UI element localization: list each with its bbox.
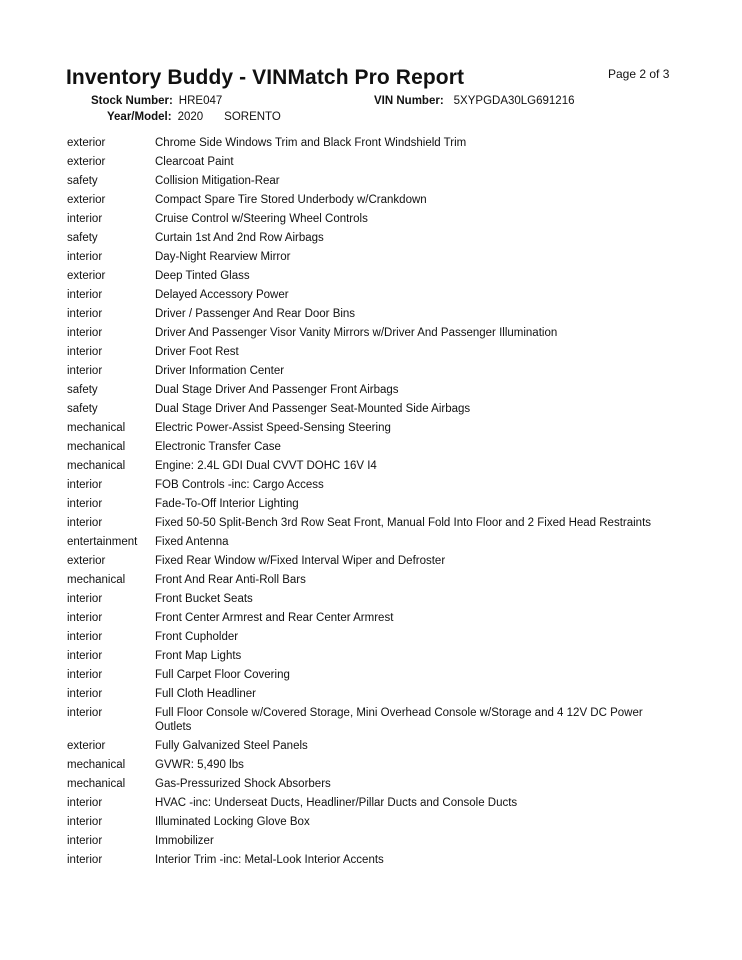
feature-row	[67, 247, 677, 266]
feature-row	[67, 684, 677, 703]
feature-category: safety	[67, 174, 98, 187]
feature-description: Front Bucket Seats	[155, 592, 253, 605]
feature-row	[67, 323, 677, 342]
feature-description: Full Cloth Headliner	[155, 687, 256, 700]
stock-number-label: Stock Number:	[91, 95, 173, 107]
feature-row	[67, 532, 677, 551]
feature-row	[67, 665, 677, 684]
feature-category: mechanical	[67, 421, 126, 434]
feature-category: interior	[67, 364, 103, 377]
feature-category: interior	[67, 834, 103, 847]
feature-category: safety	[67, 402, 98, 415]
feature-row	[67, 342, 677, 361]
feature-description: Fully Galvanized Steel Panels	[155, 739, 308, 752]
feature-category: exterior	[67, 193, 106, 206]
feature-description: Illuminated Locking Glove Box	[155, 815, 310, 828]
feature-category: mechanical	[67, 459, 126, 472]
feature-category: interior	[67, 516, 103, 529]
feature-description: Fixed Rear Window w/Fixed Interval Wiper and Defroster	[155, 554, 446, 567]
feature-description: Driver Information Center	[155, 364, 285, 377]
feature-row	[67, 513, 677, 532]
feature-description: Interior Trim -inc: Metal-Look Interior Accents	[155, 853, 384, 866]
feature-category: interior	[67, 706, 103, 719]
feature-description: Delayed Accessory Power	[155, 288, 289, 301]
feature-row	[67, 285, 677, 304]
feature-description: Full Floor Console w/Covered Storage, Mini Overhead Console w/Storage and 4 12V DC Power Outlets	[155, 706, 643, 733]
feature-category: interior	[67, 478, 103, 491]
feature-description: HVAC -inc: Underseat Ducts, Headliner/Pillar Ducts and Console Ducts	[155, 796, 518, 809]
year-model-label: Year/Model:	[107, 111, 172, 123]
feature-description: Driver / Passenger And Rear Door Bins	[155, 307, 356, 320]
feature-description: Full Carpet Floor Covering	[155, 668, 290, 681]
feature-row	[67, 152, 677, 171]
feature-description: Dual Stage Driver And Passenger Front Airbags	[155, 383, 399, 396]
feature-category: interior	[67, 687, 103, 700]
feature-row	[67, 646, 677, 665]
feature-description: Compact Spare Tire Stored Underbody w/Crankdown	[155, 193, 427, 206]
feature-description: Fixed Antenna	[155, 535, 229, 548]
feature-row	[67, 736, 677, 755]
year-value: 2020	[177, 111, 204, 123]
feature-row	[67, 266, 677, 285]
page-number: Page 2 of 3	[608, 67, 670, 81]
feature-row	[67, 304, 677, 323]
year-model-field	[107, 111, 281, 123]
feature-category: interior	[67, 630, 103, 643]
feature-row	[67, 570, 677, 589]
feature-category: interior	[67, 250, 103, 263]
feature-description: Front And Rear Anti-Roll Bars	[155, 573, 306, 586]
feature-description: Front Cupholder	[155, 630, 239, 643]
feature-row	[67, 209, 677, 228]
feature-category: interior	[67, 796, 103, 809]
feature-category: interior	[67, 853, 103, 866]
feature-category: interior	[67, 212, 103, 225]
feature-description: Engine: 2.4L GDI Dual CVVT DOHC 16V I4	[155, 459, 377, 472]
feature-row	[67, 627, 677, 646]
feature-category: interior	[67, 815, 103, 828]
feature-row	[67, 793, 677, 812]
stock-number-value: HRE047	[178, 95, 223, 107]
feature-row	[67, 494, 677, 513]
feature-category: exterior	[67, 136, 106, 149]
feature-description: GVWR: 5,490 lbs	[155, 758, 244, 771]
feature-category: interior	[67, 611, 103, 624]
feature-description: Clearcoat Paint	[155, 155, 234, 168]
feature-row	[67, 361, 677, 380]
feature-category: exterior	[67, 269, 106, 282]
vin-number-field	[374, 95, 575, 107]
feature-row	[67, 703, 677, 736]
feature-category: interior	[67, 326, 103, 339]
feature-category: interior	[67, 668, 103, 681]
feature-category: mechanical	[67, 758, 126, 771]
vin-number-label: VIN Number:	[374, 95, 444, 107]
feature-row	[67, 418, 677, 437]
feature-description: Chrome Side Windows Trim and Black Front Windshield Trim	[155, 136, 467, 149]
feature-category: mechanical	[67, 440, 126, 453]
feature-category: exterior	[67, 739, 106, 752]
feature-row	[67, 133, 677, 152]
feature-category: safety	[67, 383, 98, 396]
feature-category: interior	[67, 592, 103, 605]
model-value: SORENTO	[224, 111, 281, 123]
feature-description: Driver And Passenger Visor Vanity Mirrors w/Driver And Passenger Illumination	[155, 326, 558, 339]
feature-category: interior	[67, 649, 103, 662]
feature-row	[67, 228, 677, 247]
feature-description: Curtain 1st And 2nd Row Airbags	[155, 231, 324, 244]
feature-row	[67, 475, 677, 494]
feature-category: mechanical	[67, 777, 126, 790]
feature-category: interior	[67, 307, 103, 320]
feature-row	[67, 812, 677, 831]
feature-category: entertainment	[67, 535, 138, 548]
feature-category: exterior	[67, 155, 106, 168]
feature-description: Deep Tinted Glass	[155, 269, 250, 282]
feature-description: Collision Mitigation-Rear	[155, 174, 280, 187]
feature-row	[67, 190, 677, 209]
feature-description: Dual Stage Driver And Passenger Seat-Mounted Side Airbags	[155, 402, 471, 415]
feature-row	[67, 589, 677, 608]
feature-row	[67, 171, 677, 190]
feature-row	[67, 380, 677, 399]
stock-number-field	[91, 95, 222, 107]
feature-row	[67, 456, 677, 475]
feature-description: Front Map Lights	[155, 649, 242, 662]
feature-category: exterior	[67, 554, 106, 567]
feature-category: mechanical	[67, 573, 126, 586]
vin-number-value: 5XYPGDA30LG691216	[453, 95, 575, 107]
feature-row	[67, 551, 677, 570]
feature-category: interior	[67, 288, 103, 301]
feature-description: Fixed 50-50 Split-Bench 3rd Row Seat Front, Manual Fold Into Floor and 2 Fixed Head Restraints	[155, 516, 652, 529]
feature-description: Cruise Control w/Steering Wheel Controls	[155, 212, 368, 225]
feature-row	[67, 437, 677, 456]
feature-description: Electric Power-Assist Speed-Sensing Steering	[155, 421, 391, 434]
feature-row	[67, 831, 677, 850]
feature-row	[67, 755, 677, 774]
feature-category: interior	[67, 497, 103, 510]
feature-description: Fade-To-Off Interior Lighting	[155, 497, 299, 510]
feature-row	[67, 774, 677, 793]
feature-row	[67, 608, 677, 627]
feature-category: safety	[67, 231, 98, 244]
feature-category: interior	[67, 345, 103, 358]
feature-row	[67, 850, 677, 869]
report-title: Inventory Buddy - VINMatch Pro Report	[66, 66, 465, 89]
feature-description: Immobilizer	[155, 834, 214, 847]
feature-description: Electronic Transfer Case	[155, 440, 281, 453]
feature-description: Driver Foot Rest	[155, 345, 239, 358]
feature-description: FOB Controls -inc: Cargo Access	[155, 478, 324, 491]
feature-description: Gas-Pressurized Shock Absorbers	[155, 777, 331, 790]
feature-list	[67, 133, 677, 869]
feature-description: Front Center Armrest and Rear Center Armrest	[155, 611, 394, 624]
feature-row	[67, 399, 677, 418]
feature-description: Day-Night Rearview Mirror	[155, 250, 291, 263]
